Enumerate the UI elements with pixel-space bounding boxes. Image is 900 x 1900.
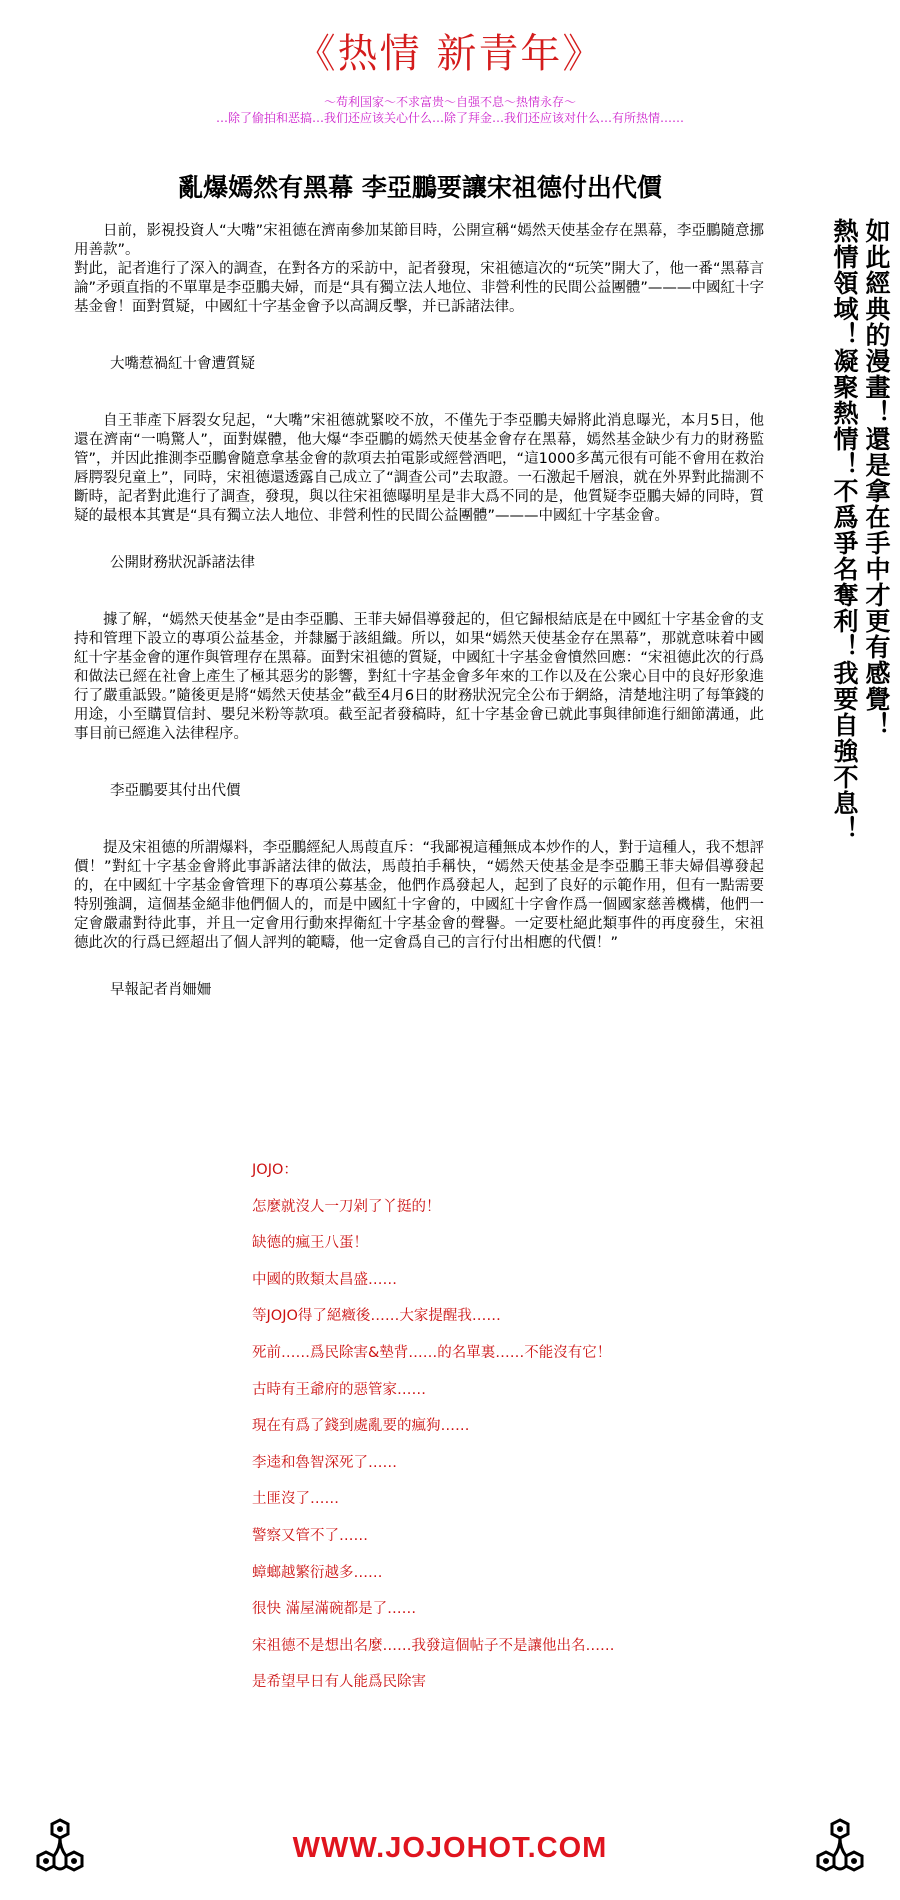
comment-line: 中國的敗類太昌盛……	[252, 1271, 397, 1288]
slogan-line-2: …除了偷拍和恶搞…我们还应该关心什么…除了拜金…我们还应该对什么…有所热情……	[215, 111, 684, 125]
comment-line: 宋祖德不是想出名麼……我發這個帖子不是讓他出名……	[252, 1637, 615, 1654]
comment-line: 蟑螂越繁衍越多……	[252, 1564, 383, 1581]
comment-line: 土匪沒了……	[252, 1491, 339, 1508]
banner-title: 《热情 新青年》	[295, 31, 605, 77]
comment-line: JOJO：	[252, 1162, 298, 1178]
article-headline: 亂爆嫣然有黑幕 李亞鵬要讓宋祖德付出代價	[178, 173, 662, 202]
paragraph-2: 對此，記者進行了深入的調查，在對各方的采訪中，記者發現，宋祖德這次的“玩笑”開大了，他一番“黑幕言論”矛頭直指的不單單是李亞鵬夫婦，而是“具有獨立法人地位、非營利性的民間公益團體”———中國紅十字基金會！面對質疑，中國紅十字基金會予以高調反擊，并已訴諸法律。	[74, 261, 764, 315]
comment-line: 現在有爲了錢到處亂要的瘋狗……	[252, 1418, 470, 1435]
comment-line: 很快 滿屋滿碗都是了……	[252, 1601, 417, 1618]
byline: 早報記者肖姍姍	[110, 982, 212, 998]
comment-line: 怎麼就沒人一刀剁了丫挺的！	[252, 1198, 441, 1215]
article-body	[74, 222, 764, 1000]
subheading-2: 公開財務狀況訴諸法律	[110, 555, 255, 571]
paragraph-5: 提及宋祖德的所謂爆料，李亞鵬經紀人馬葭直斥：“我鄙視這種無成本炒作的人，對于這種人，我不想評價！”對紅十字基金會將此事訴諸法律的做法，馬葭拍手稱快，“嫣然天使基金是李亞鵬王菲夫婦倡導發起的，在中國紅十字基金會管理下的專項公募基金，他們作爲發起人，起到了良好的示範作用，但有一點需要特别強調，這個基金絕非他們個人的，而是中國紅十字會的，中國紅十字會作爲一個國家慈善機構，他們一定會嚴肅對待此事，并且一定會用行動來捍衛紅十字基金會的聲譽。一定要杜絕此類事件的再度發生，宋祖德此次的行爲已經超出了個人評判的範疇，他一定會爲自己的言行付出相應的代價！”	[74, 840, 764, 951]
side-slogan-right: 如此經典的漫畫！還是拿在手中才更有感覺！	[862, 218, 891, 738]
slogan-line-1: ～苟利国家～不求富贵～自强不息～热情永存～	[323, 95, 576, 109]
comment-line: 缺德的瘋王八蛋！	[252, 1235, 368, 1252]
jojo-comment	[252, 1160, 812, 1709]
paragraph-4: 據了解，“嫣然天使基金”是由李亞鵬、王菲夫婦倡導發起的，但它歸根結底是在中國紅十字基金會的支持和管理下設立的專項公益基金，并隸屬于該組織。所以，如果“嫣然天使基金存在黑幕”，那就意味着中國紅十字基金會的運作與管理存在黑幕。面對宋祖德的質疑，中國紅十字基金會憤然回應：“宋祖德此次的行爲和做法已經在社會上產生了極其惡劣的影響，對紅十字基金會多年來的工作以及在公衆心目中的良好形象進行了嚴重詆毀。”隨後更是將“嫣然天使基金”截至4月6日的財務狀況完全公布于網絡，清楚地注明了每筆錢的用途，小至購買信封、嬰兒米粉等款項。截至記者發稿時，紅十字基金會已就此事與律師進行細節溝通，此事目前已經進入法律程序。	[74, 612, 764, 742]
side-slogan-left: 熱情領域！凝聚熱情！不爲爭名奪利！我要自強不息！	[830, 218, 859, 842]
comment-line: 死前……爲民除害&墊背……的名單裏……不能沒有它！	[252, 1344, 612, 1361]
comment-line: 警察又管不了……	[252, 1527, 368, 1544]
site-url-link[interactable]: WWW.JOJOHOT.COM	[292, 1832, 608, 1864]
comment-line: 等JOJO得了絕癥後……大家提醒我……	[252, 1308, 501, 1325]
paragraph-3: 自王菲產下唇裂女兒起，“大嘴”宋祖德就緊咬不放，不僅先于李亞鵬夫婦將此消息曝光，本月5日，他還在濟南“一鳴驚人”，面對媒體，他大爆“李亞鵬的嫣然天使基金會存在黑幕，嫣然基金缺少有力的財務監管”，并因此推測李亞鵬會隨意拿基金會的款項去拍電影或經營酒吧，“這1000多萬元很有可能不會用在救治唇腭裂兒童上”，同時，宋祖德還透露自己成立了“調查公司”去取證。一石激起千層浪，就在外界對此揣測不斷時，記者對此進行了調查，發現，與以往宋祖德曝明星是非大爲不同的是，他質疑李亞鵬夫婦的同時，質疑的最根本其實是“具有獨立法人地位、非營利性的民間公益團體”———中國紅十字基金會。	[74, 413, 764, 524]
subheading-3: 李亞鵬要其付出代價	[110, 783, 241, 799]
comment-line: 李逵和魯智深死了……	[252, 1454, 397, 1471]
paragraph-1: 日前，影視投資人“大嘴”宋祖德在濟南參加某節目時，公開宣稱“嫣然天使基金存在黑幕，李亞鵬隨意挪用善款”。	[74, 223, 764, 258]
comment-line: 是希望早日有人能爲民除害	[252, 1674, 426, 1691]
subheading-1: 大嘴惹禍紅十會遭質疑	[110, 356, 255, 372]
comment-line: 古時有王爺府的惡管家……	[252, 1381, 426, 1398]
